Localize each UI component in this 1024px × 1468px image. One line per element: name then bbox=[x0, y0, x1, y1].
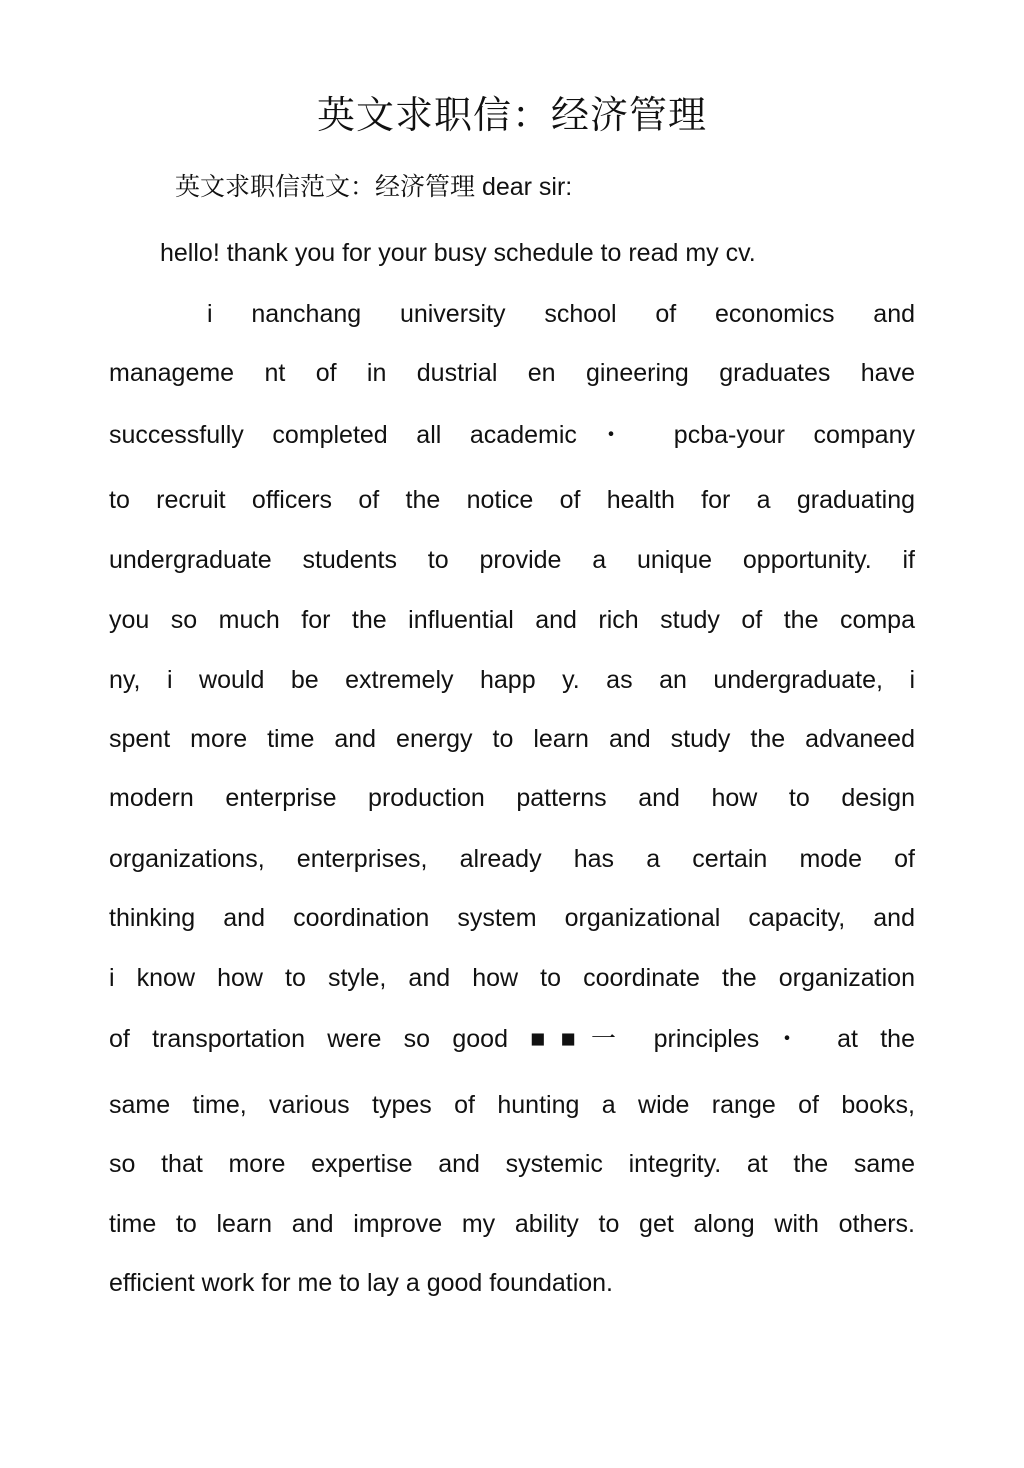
body-line-17: efficient work for me to lay a good foundation. bbox=[109, 1269, 614, 1297]
body-line-4: to recruit officers of the notice of health for a graduating bbox=[109, 486, 915, 514]
document-title: 英文求职信：经济管理 bbox=[316, 95, 707, 137]
body-line-10: organizations, enterprises, already has a certain mode of bbox=[109, 845, 915, 873]
body-line-14: same time, various types of hunting a wide range of books, bbox=[109, 1091, 915, 1119]
body-line-5: undergraduate students to provide a unique opportunity. if bbox=[109, 546, 915, 574]
document-subtitle: 英文求职信范文：经济管理 dear sir: bbox=[175, 173, 573, 201]
body-line-7: ny, i would be extremely happ y. as an undergraduate, i bbox=[109, 666, 915, 694]
body-line-9: modern enterprise production patterns and how to design bbox=[109, 784, 915, 812]
body-line-13: of transportation were so good ■■一 principles・ at the bbox=[109, 1025, 915, 1053]
body-line-12: i know how to style, and how to coordinate the organization bbox=[109, 964, 915, 992]
body-line-3: successfully completed all academic・ pcba-your company bbox=[109, 421, 915, 449]
body-line-8: spent more time and energy to learn and study the advaneed bbox=[109, 725, 915, 753]
body-line-1: i nanchang university school of economics and bbox=[207, 300, 915, 328]
body-line-15: so that more expertise and systemic integrity. at the same bbox=[109, 1150, 915, 1178]
body-line-11: thinking and coordination system organizational capacity, and bbox=[109, 904, 915, 932]
greeting-line: hello! thank you for your busy schedule to read my cv. bbox=[160, 239, 756, 267]
body-line-6: you so much for the influential and rich study of the compa bbox=[109, 606, 915, 634]
body-line-16: time to learn and improve my ability to get along with others. bbox=[109, 1210, 915, 1238]
body-line-2: manageme nt of in dustrial en gineering graduates have bbox=[109, 359, 915, 387]
